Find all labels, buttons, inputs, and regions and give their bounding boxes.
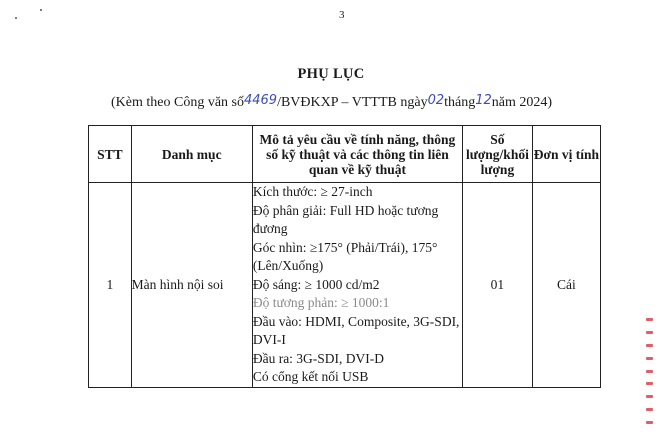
- row-spec-list: [252, 183, 462, 388]
- row-unit: Cái: [532, 183, 600, 388]
- header-unit: Đơn vị tính: [532, 126, 600, 183]
- handwritten-day: 02: [427, 93, 445, 108]
- spec-line-brightness: Độ sáng: ≥ 1000 cd/m2: [252, 276, 380, 292]
- row-category: Màn hình nội soi: [131, 183, 252, 388]
- subtitle-month-label: tháng: [444, 95, 476, 110]
- handwritten-doc-number: 4469: [243, 93, 278, 108]
- page-number: 3: [339, 9, 345, 21]
- table-row: [89, 183, 601, 388]
- subtitle-prefix: (Kèm theo Công văn số: [111, 95, 244, 110]
- header-stt: STT: [89, 126, 132, 183]
- spec-line-resolution: Độ phân giải: Full HD hoặc tương đương: [252, 202, 439, 236]
- spec-line-contrast: Độ tương phản: ≥ 1000:1: [252, 295, 390, 310]
- scan-speck: [15, 17, 17, 19]
- header-category: Danh mục: [131, 126, 252, 183]
- spec-line-outputs: Đầu ra: 3G-SDI, DVI-D: [252, 350, 385, 366]
- spec-line-size: Kích thước: ≥ 27-inch: [252, 184, 373, 199]
- header-description: Mô tả yêu cầu về tính năng, thông số kỹ thuật và các thông tin liên quan về kỹ thuật: [252, 126, 462, 183]
- scan-speck: [40, 9, 42, 11]
- appendix-title: PHỤ LỤC: [297, 66, 365, 82]
- spec-table: [88, 125, 601, 388]
- row-quantity: 01: [462, 183, 532, 388]
- spec-line-usb: Có cổng kết nối USB: [252, 369, 369, 384]
- table-header-row: [89, 126, 601, 183]
- handwritten-month: 12: [475, 93, 492, 108]
- red-seal-edge: [640, 318, 658, 424]
- spec-line-inputs: Đầu vào: HDMI, Composite, 3G-SDI, DVI-I: [252, 313, 460, 347]
- appendix-subtitle: [111, 95, 552, 111]
- spec-line-viewing-angle: Góc nhìn: ≥175° (Phải/Trái), 175° (Lên/Xuống): [252, 239, 438, 273]
- subtitle-suffix: năm 2024): [491, 95, 553, 110]
- row-stt: 1: [89, 183, 132, 388]
- header-quantity: Số lượng/khối lượng: [462, 126, 532, 183]
- subtitle-middle: /BVĐKXP – VTTTB ngày: [277, 95, 428, 110]
